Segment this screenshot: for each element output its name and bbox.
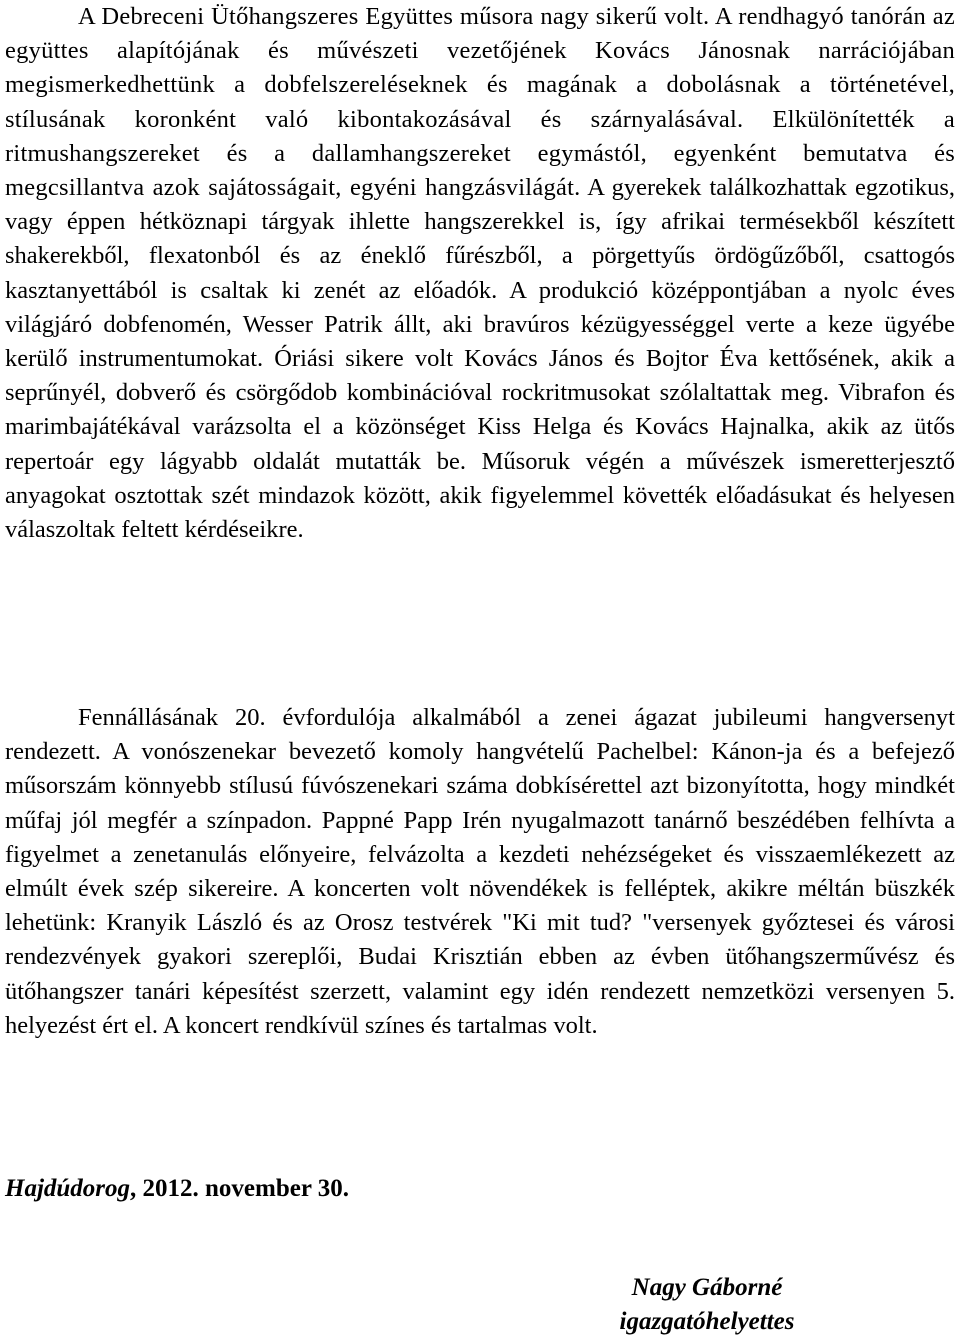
signature-title: igazgatóhelyettes <box>619 1308 795 1335</box>
signature-name: Nagy Gáborné <box>631 1274 783 1301</box>
paragraph-school-lesson <box>5 0 955 547</box>
dateline <box>5 1171 349 1207</box>
dateline-date: , 2012. november 30. <box>130 1175 350 1202</box>
paragraph-1-part-2: A gyerekek találkozhattak egzotikus, vagy éppen hétköznapi tárgyak ihlette hangszerekkel is, így afrikai termésekből készített shakerekből, flexatonból és az éneklő fűrészből, a pörgettyűs ördögűzőből, csattogós kasztanyettából is csaltak ki zenét az előadók. A produkció középpontjában a nyolc éves világjáró dobfenomén, Wesser Patrik állt, aki bravúros kézügyességgel verte a keze ügyébe kerülő instrumentumokat. Óriási sikere volt Kovács János és Bojtor Éva kettősének, akik a seprűnyél, dobverő és csörgődob kombinációval rockritmusokat szólaltattak meg. Vibrafon és marimbajátékával varázsolta el a közönséget Kiss Helga és Kovács Hajnalka, akik az ütős repertoár egy lágyabb oldalát mutatták be. Műsoruk végén a művészek ismeretterjesztő anyagokat osztottak szét mindazok között, akik figyelemmel követték előadásukat és helyesen válaszoltak feltett kérdéseikre. <box>5 174 955 544</box>
paragraph-1-part-1: A Debreceni Ütőhangszeres Együttes műsora nagy sikerű volt. A rendhagyó tanórán az együttes alapítójának és művészeti vezetőjének Kovács Jánosnak narrációjában megismerkedhettünk a dobfelszereléseknek és magának a dobolásnak a történetével, stílusának koronként való kibontakozásával és szárnyalásával. Elkülönítették a ritmushangszereket és a dallamhangszereket egymástól, egyenként bemutatva és megcsillantva azok sajátosságait, egyéni hangzásvilágát. <box>5 3 955 202</box>
signature-block <box>587 1271 827 1339</box>
paragraph-anniversary-concert: Fennállásának 20. évfordulója alkalmából a zenei ágazat jubileumi hangversenyt rendezett. A vonószenekar bevezető komoly hangvételű Pachelbel: Kánon-ja és a befejező műsorszám könnyebb stílusú fúvószenekari száma dobkísérettel azt bizonyította, hogy mindkét műfaj jól megfér a színpadon. Pappné Papp Irén nyugalmazott tanárnő beszédében felhívta a figyelmet a zenetanulás előnyeire, felvázolta a kezdeti nehézségeket és visszaemlékezett az elmúlt évek szép sikereire. A koncerten volt növendékek is felléptek, akikre méltán büszkék lehetünk: Kranyik László és az Orosz testvérek "Ki mit tud? "versenyek győztesei és városi rendezvények gyakori szereplői, Budai Krisztián ebben az évben ütőhangszerművész és ütőhangszer tanári képesítést szerzett, valamint egy idén rendezett nemzetközi versenyen 5. helyezést ért el. A koncert rendkívül színes és tartalmas volt. <box>5 704 955 1039</box>
dateline-place: Hajdúdorog <box>5 1175 131 1202</box>
